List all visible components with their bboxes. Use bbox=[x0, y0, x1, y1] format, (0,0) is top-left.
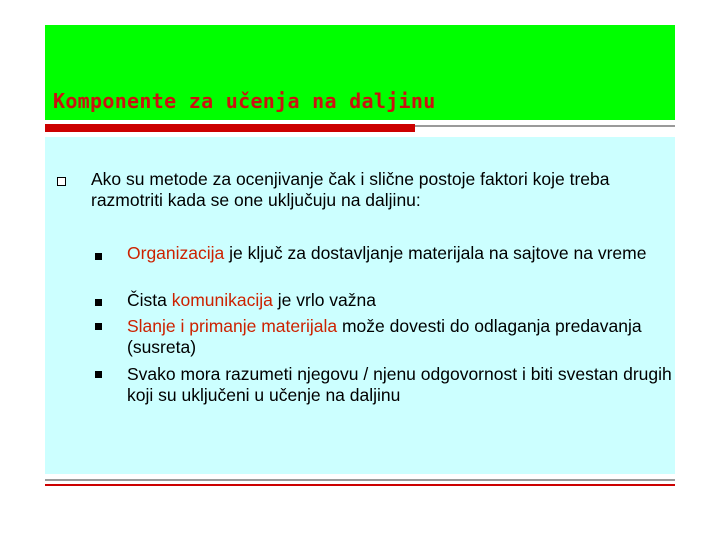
filled-square-bullet-icon bbox=[95, 299, 102, 306]
sub-point-text: Svako mora razumeti njegovu / njenu odgovornost i biti svestan drugih koji su uključeni u učenje na daljinu bbox=[127, 364, 672, 405]
footer-divider-line bbox=[45, 479, 675, 481]
filled-square-bullet-icon bbox=[95, 323, 102, 330]
footer-accent-line bbox=[45, 484, 675, 486]
sub-point-highlight: Organizacija bbox=[127, 243, 225, 263]
sub-point-text: može dovesti do odlaganja predavanja (susreta) bbox=[127, 316, 642, 357]
sub-point-2 bbox=[127, 290, 672, 311]
sub-point-highlight: Slanje i primanje materijala bbox=[127, 316, 338, 336]
sub-point-text: je ključ za dostavljanje materijala na sajtove na vreme bbox=[224, 243, 647, 263]
filled-square-bullet-icon bbox=[95, 253, 102, 260]
hollow-square-bullet-icon bbox=[57, 177, 66, 186]
sub-point-3 bbox=[127, 316, 672, 358]
sub-point-highlight: komunikacija bbox=[171, 290, 273, 310]
filled-square-bullet-icon bbox=[95, 371, 102, 378]
sub-point-4 bbox=[127, 364, 672, 406]
sub-point-text: je vrlo važna bbox=[272, 290, 376, 310]
title-accent-bar bbox=[45, 124, 415, 132]
main-point-text: Ako su metode za ocenjivanje čak i slične postoje faktori koje treba razmotriti kada se one uključuju na daljinu: bbox=[91, 169, 610, 210]
sub-point-lead: Čista bbox=[127, 290, 172, 310]
sub-point-1 bbox=[127, 243, 672, 264]
title-divider-line bbox=[415, 125, 675, 127]
slide-title: Komponente za učenja na daljinu bbox=[53, 89, 436, 113]
